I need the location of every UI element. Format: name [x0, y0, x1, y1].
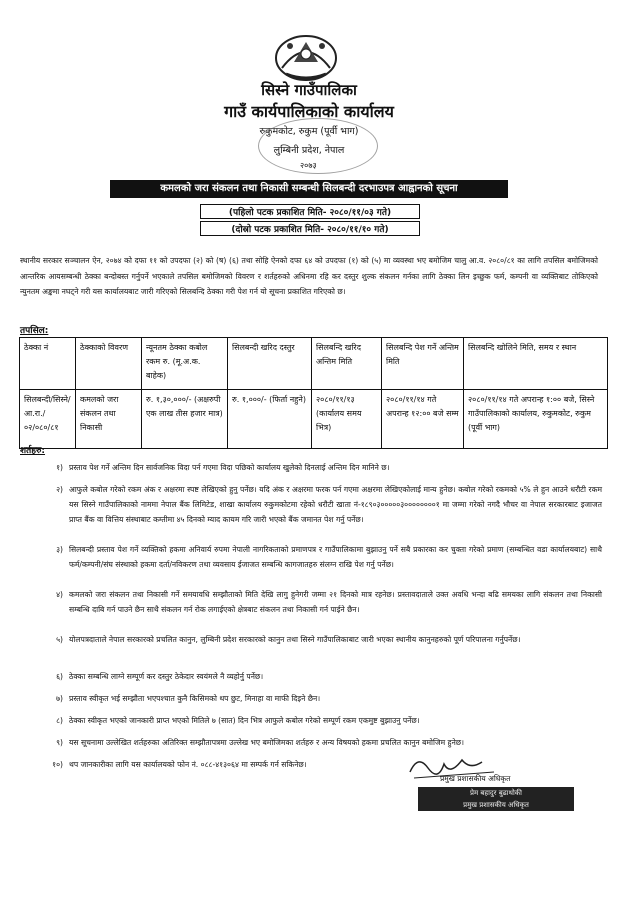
term-number: ९): [56, 738, 63, 747]
term-text: आफुले कबोल गरेको रकम अंक र अक्षरमा स्पष्ट लेखिएको हुनु पर्नेछ। यदि अंक र अक्षरमा फरक पर्न गएमा अक्षरमा लेखिएकोलाई मान्य हुनेछ। कबोल गरेको रकमको ५% ले हुन आउने धरौटी रकम यस सिस्ने गाउँपालिकाको नाममा नेपाल बैंक लिमिटेड, शाखा कार्यालय रुकुमकोटमा रहेको धरौटी खाता नं-१८९०३०००००३००००००००१ मा जम्मा गरेको नगदै भौचर वा नेपाल सरकारबाट इजाजत प्राप्त बैंक वा वित्तिय संस्थाबाट कम्तीमा ४५ दिनको म्याद कायम गरि जारी भएको बैंक जमानत पेश गर्नु पर्नेछ।: [69, 485, 602, 524]
term-text: ठेक्का स्वीकृत भएको जानकारी प्राप्त भएको मितिले ७ (सात) दिन भित्र आफुले कबोल गरेको सम्पूर्ण रकम एकमुष्ट बुझाउनु पर्नेछ।: [69, 716, 420, 725]
terms-label: शर्तहरु:: [20, 446, 46, 456]
term-item: [36, 460, 602, 482]
table-cell: रु. १,३०,०००/- (अक्षरुपी एक लाख तीस हजार मात्र): [142, 390, 228, 449]
terms-list: [36, 460, 602, 779]
signatory-title: प्रमुख प्रशासकीय अधिकृत: [440, 774, 511, 783]
term-number: २): [56, 485, 63, 494]
office-name: सिस्ने गाउँपालिका: [261, 81, 357, 99]
term-item: [36, 632, 602, 669]
intro-paragraph: स्थानीय सरकार सञ्चालन ऐन, २०७४ को दफा ११ को उपदफा (२) को (ष) (६) तथा सोहि ऐनको दफा ६४ को उपदफा (१) को (५) मा व्यवस्था भए बमोजिम चालु आ.व. २०८०/८१ का लागि तपसिल बमोजिमको आन्तरिक आयसम्बन्धी ठेक्का बन्दोबस्त गर्नुपर्ने भएकाले तपसिल बमोजिमको विवरण र शर्तहरुको अधिनमा रहि कर दस्तुर शुल्क संकलन गर्नका लागि ठेक्का लिन इच्छुक फर्म, कम्पनी वा व्यक्तिबाट तोकिएको न्युनतम अङ्कमा नघट्ने गरी यस कार्यालयबाट जारी गरिएको सिलबन्दि ठेक्का गरी पेश गर्न यो सूचना प्रकाशित गरिएको छ।: [20, 256, 598, 296]
term-text: प्रस्ताव पेश गर्ने अन्तिम दिन सार्वजनिक विदा पर्न गएमा विदा पछिको कार्यालय खुलेको दिनलाई अन्तिम दिन मानिने छ।: [69, 463, 390, 472]
term-text: थप जानकारीका लागि यस कार्यालयको फोन नं. ०८८-४१३०६४ मा सम्पर्क गर्न सकिनेछ।: [69, 760, 307, 769]
table-cell: रु. १,०००/- (फिर्ता नहुने): [228, 390, 312, 449]
notice-title: कमलको जरा संकलन तथा निकासी सम्बन्धी सिलबन्दी दरभाउपत्र आह्वानको सूचना: [110, 180, 508, 198]
table-cell: २०८०/११/१४ गते अपरान्ह १:०० बजे, सिस्ने गाउँपालिकाको कार्यालय, रुकुमकोट, रुकुम (पूर्वी भाग): [464, 390, 608, 449]
table-header: ठेक्काको विवरण: [76, 338, 142, 390]
table-header: सिलबन्दि खोलिने मिति, समय र स्थान: [464, 338, 608, 390]
term-item: [36, 713, 602, 735]
term-number: १): [56, 463, 63, 472]
term-item: [36, 587, 602, 632]
term-number: ६): [56, 672, 63, 681]
tapsil-label: तपसिल:: [20, 326, 49, 336]
table-header: सिलबन्दी खरिद दस्तुर: [228, 338, 312, 390]
term-text: यस सूचनामा उल्लेखित शर्तहरुका अतिरिक्त सम्झौतापत्रमा उल्लेख भए बमोजिमका शर्तहरु र अन्य विषयको हकमा प्रचलित कानुन बमोजिम हुनेछ।: [69, 738, 464, 747]
seal-text: २०७३: [300, 161, 317, 170]
term-text: ठेक्का सम्बन्धि लाग्ने सम्पूर्ण कर दस्तुर ठेकेदार स्वयंमले नै व्यहोर्नु पर्नेछ।: [69, 672, 264, 681]
table-cell: कमलको जरा संकलन तथा निकासी: [76, 390, 142, 449]
table-cell: सिलबन्दी/सिस्ने/आ.रा./०२/०८०/८१: [20, 390, 76, 449]
term-number: ४): [56, 590, 63, 599]
office-location: रुकुमकोट, रुकुम (पूर्वी भाग): [259, 126, 359, 137]
table-header: न्यूनतम ठेक्का कबोल रकम रु. (मू.अ.क. बाहेक): [142, 338, 228, 390]
term-number: ५): [56, 635, 63, 644]
term-number: ३): [56, 545, 63, 554]
contract-table: [19, 337, 608, 449]
office-province: लुम्बिनी प्रदेश, नेपाल: [273, 145, 345, 156]
term-item: [36, 691, 602, 713]
term-item: [36, 482, 602, 542]
term-item: [36, 542, 602, 587]
term-number: १०): [52, 760, 63, 769]
stamp-name: प्रेम बहादुर बुढाथोकी: [470, 789, 522, 797]
table-header: सिलबन्दि पेश गर्ने अन्तिम मिति: [382, 338, 464, 390]
term-text: सिलबन्दी प्रस्ताव पेश गर्ने व्यक्तिको हकमा अनिवार्य रुपमा नेपाली नागरिकताको प्रमाणपत्र र गाउँपालिकामा बुझाउनु पर्ने सबै प्रकारका कर चुक्ता गरेको प्रमाण (सम्बन्धित वडा कार्यालयबाट) साथै फर्म/कम्पनी/संघ संस्थाको हकमा दर्ता/नविकरण तथा व्यवसाय ईजाजत सम्बन्धि कागजातहरु संलग्न राखि पेश गर्नु पर्नेछ।: [69, 545, 602, 569]
office-title: गाउँ कार्यपालिकाको कार्यालय: [224, 102, 394, 121]
term-item: [36, 669, 602, 691]
table-header: सिलबन्दि खरिद अन्तिम मिति: [312, 338, 382, 390]
table-row: [20, 390, 608, 449]
table-header: ठेक्का नं: [20, 338, 76, 390]
stamp-designation: प्रमुख प्रशासकीय अधिकृत: [463, 801, 529, 809]
first-publication-date: (पहिलो पटक प्रकाशित मिति- २०८०/११/०३ गते): [200, 204, 420, 219]
table-cell: २०८०/११/१३ (कार्यालय समय भित्र): [312, 390, 382, 449]
office-seal: [258, 118, 378, 174]
term-text: कमलको जरा संकलन तथा निकासी गर्ने समयावधि सम्झौताको मिति देखि लागु हुनेगरी जम्मा २१ दिनको मात्र रहनेछ। प्रस्तावदाताले उक्त अवधि भन्दा बढि समयका लागि संकलन तथा निकासी सम्बन्धि दाबि गर्न पाउने छैन साथै संकलन गर्न रोक लगाईएको क्षेत्रबाट संकलन तथा निकासी गर्न पाईने छैन।: [69, 590, 602, 614]
term-number: ८): [56, 716, 63, 725]
term-text: प्रस्ताव स्वीकृत भई सम्झौता भएपश्चात कुनै किसिमको थप छुट, मिनाहा वा माफी दिइने छैन।: [69, 694, 321, 703]
table-cell: २०८०/११/१४ गते अपरान्ह १२:०० बजे सम्म: [382, 390, 464, 449]
term-number: ७): [56, 694, 63, 703]
signature-stamp: [418, 787, 574, 811]
second-publication-date: (दोस्रो पटक प्रकाशित मिति- २०८०/११/१० गते): [200, 221, 420, 236]
term-text: योलपत्रदाताले नेपाल सरकारको प्रचलित कानुन, लुम्बिनी प्रदेश सरकारको कानुन तथा सिस्ने गाउँपालिकाबाट जारी भएका स्थानीय कानुनहरुको पूर्ण परिपालना गर्नुपर्नेछ।: [69, 635, 521, 644]
nepal-emblem-icon: [272, 28, 340, 84]
table-header-row: [20, 338, 608, 390]
